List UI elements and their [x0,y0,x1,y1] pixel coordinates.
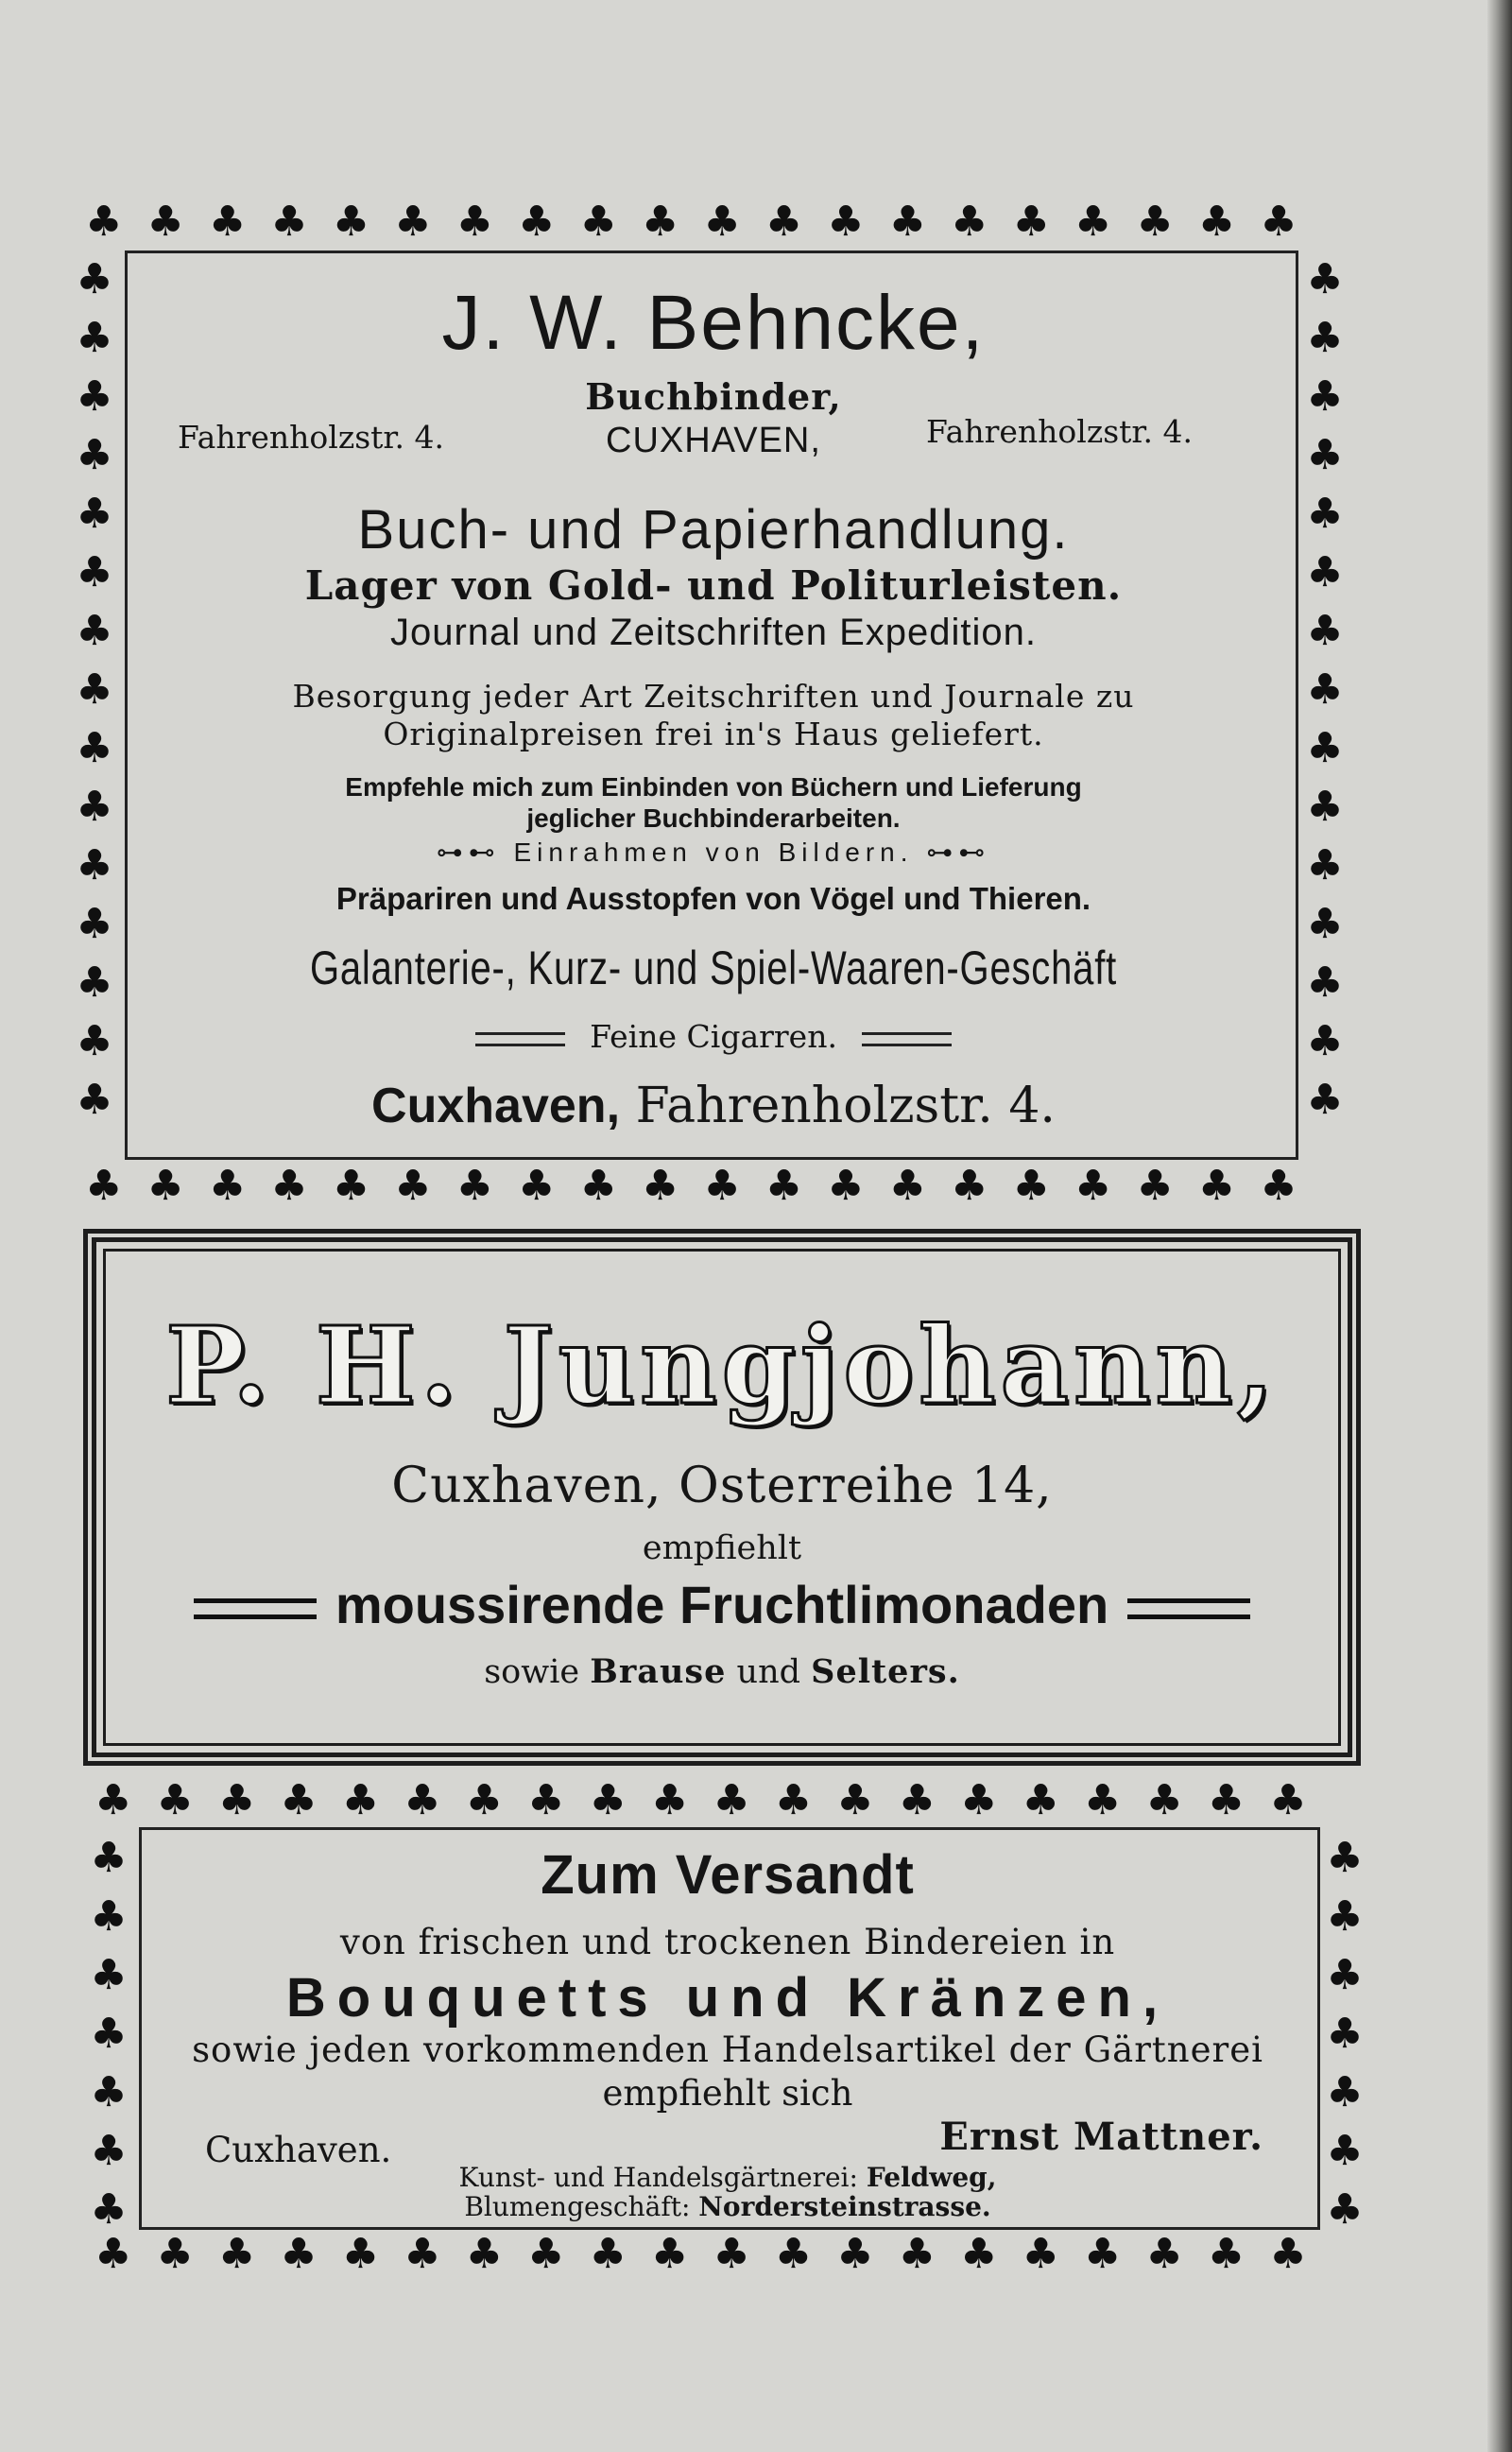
double-rule-left [475,1032,565,1046]
recommends-label: empfiehlt [642,1529,802,1567]
trade-label: Buchbinder, [585,375,842,418]
line-delivery-1: Besorgung jeder Art Zeitschriften und Journale zu [292,678,1135,715]
ornament-border-left: ♣ ♣ ♣ ♣ ♣ ♣ ♣ [90,1834,128,2226]
ornament-border-right: ♣ ♣ ♣ ♣ ♣ ♣ ♣ ♣ ♣ ♣ ♣ ♣ ♣ ♣ ♣ [1306,255,1344,1124]
line-cigars-row [76,1018,1351,1055]
address-line: Cuxhaven, Osterreihe 14, [391,1458,1053,1514]
ad-behncke [76,194,1351,1215]
also-item-selters: Selters. [811,1652,960,1691]
flourish-left-icon: ⊶⊷ [436,837,501,867]
flourish-right-icon: ⊶⊷ [926,837,991,867]
owner-name: Ernst Mattner. [939,2115,1263,2159]
ornament-border-right: ♣ ♣ ♣ ♣ ♣ ♣ ♣ [1326,1834,1364,2226]
nursery-label: Kunst- und Handelsgärtnerei: [458,2162,858,2193]
also-line [83,1652,1361,1691]
also-prefix: sowie [484,1653,580,1691]
ad-jungjohann [83,1229,1361,1766]
line-bindings: von frischen und trockenen Bindereien in [339,1922,1116,1962]
line-framing-row [76,837,1351,868]
ad-mattner [90,1772,1366,2283]
line-delivery-2: Originalpreisen frei in's Haus geliefert. [383,716,1044,752]
business-name: J. W. Behncke, [441,280,986,366]
ornament-border-top: ♣ ♣ ♣ ♣ ♣ ♣ ♣ ♣ ♣ ♣ ♣ ♣ ♣ ♣ ♣ ♣ ♣ ♣ ♣ ♣ [94,1776,1313,1824]
product-label: moussirende Fruchtlimonaden [335,1575,1109,1634]
ornament-border-left: ♣ ♣ ♣ ♣ ♣ ♣ ♣ ♣ ♣ ♣ ♣ ♣ ♣ ♣ ♣ [76,255,113,1124]
line-mouldings: Lager von Gold- und Politurleisten. [304,562,1123,609]
line-bouquets: Bouquetts und Kränzen, [285,1967,1170,2029]
city-label: Cuxhaven. [205,2130,392,2170]
double-rule-right [1127,1598,1250,1619]
product-row [83,1574,1361,1635]
footer-address [76,1078,1351,1134]
address-right: Fahrenholzstr. 4. [926,413,1194,450]
ornament-border-bottom: ♣ ♣ ♣ ♣ ♣ ♣ ♣ ♣ ♣ ♣ ♣ ♣ ♣ ♣ ♣ ♣ ♣ ♣ ♣ ♣ [85,1162,1303,1210]
line-binding-1: Empfehle mich zum Einbinden von Büchern und Lieferung [345,772,1082,802]
shop-line [90,2191,1366,2222]
line-articles: sowie jeden vorkommenden Handelsartikel der Gärtnerei [192,2029,1263,2070]
double-rule-left [194,1598,317,1619]
address-left: Fahrenholzstr. 4. [178,419,445,456]
line-book-shop: Buch- und Papierhandlung. [357,499,1070,561]
line-recommends: empfiehlt sich [602,2073,853,2114]
line-binding-2: jeglicher Buchbinderarbeiten. [526,803,901,833]
nursery-line [90,2162,1366,2193]
page-edge-shadow [1487,0,1512,2452]
line-journal: Journal und Zeitschriften Expedition. [389,612,1038,653]
footer-street: Fahrenholzstr. 4. [635,1078,1056,1134]
ornament-border-top: ♣ ♣ ♣ ♣ ♣ ♣ ♣ ♣ ♣ ♣ ♣ ♣ ♣ ♣ ♣ ♣ ♣ ♣ ♣ ♣ [85,198,1303,246]
business-name: P. H. Jungjohann, [165,1304,1279,1428]
line-goods: Galanterie-, Kurz- und Spiel-Waaren-Geschäft [309,941,1118,994]
footer-city: Cuxhaven, [371,1079,621,1133]
shop-label: Blumengeschäft: [464,2191,691,2222]
double-rule-right [862,1032,952,1046]
shop-location: Nordersteinstrasse. [698,2191,991,2222]
line-framing: Einrahmen von Bildern. [513,837,914,867]
nursery-location: Feldweg, [866,2162,997,2193]
line-taxidermy: Präpariren und Ausstopfen von Vögel und Thieren. [335,881,1091,916]
ornament-border-bottom: ♣ ♣ ♣ ♣ ♣ ♣ ♣ ♣ ♣ ♣ ♣ ♣ ♣ ♣ ♣ ♣ ♣ ♣ ♣ ♣ [94,2230,1313,2278]
headline: Zum Versandt [541,1844,915,1906]
city-label: CUXHAVEN, [606,421,821,460]
also-item-brause: Brause [590,1652,727,1691]
also-and: und [736,1653,801,1691]
line-cigars: Feine Cigarren. [590,1018,837,1055]
